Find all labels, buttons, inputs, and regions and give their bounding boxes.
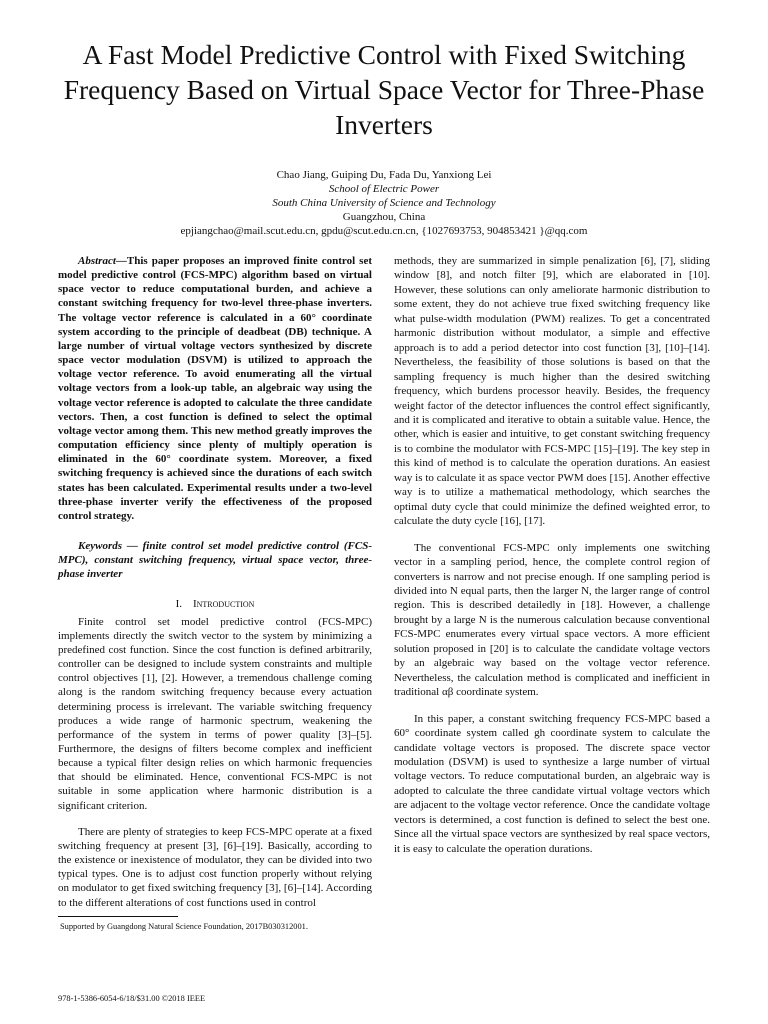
intro-paragraph-2: There are plenty of strategies to keep FCS-MPC operate at a fixed switching frequency at present [3], [6]–[19]. Basically, according to the existence or inexistence of modulator, they can be divided into two typical types. One is to adjust cost function properly without relying on modulator to get fixed switching frequency [3], [6]–[14]. According to the different alterations of cost functions used in control [58,825,372,909]
intro-paragraph-5: In this paper, a constant switching frequency FCS-MPC based a 60° coordinate system called gh coordinate system to calculate the candidate voltage vectors is proposed. The discrete space vector modulation (DSVM) is used to synthesize a large number of virtual voltage vectors. To reduce computational burden, an algebraic way is adopted to calculate the three candidate virtual voltage vectors which are adjacent to the voltage vector reference. Once the candidate voltage vectors is determined, a cost function is defined to select the best one. Since all the virtual space vectors are synthesized by real space vectors, it is easy to calculate the operation durations. [394,712,710,855]
section-title: Introduction [192,598,255,611]
affiliation-city: Guangzhou, China [342,211,426,223]
right-column [394,254,710,856]
section-heading [58,597,372,611]
affiliation-department: School of Electric Power [328,183,440,195]
intro-paragraph-3: methods, they are summarized in simple penalization [6], [7], sliding window [8], and notch filter [9], which are elaborated in [10]. However, these solutions can only ameliorate harmonic distribution to some extent, they do not achieve true fixed switching frequency like what pulse-width modulation (PWM) realizes. To get a concentrated harmonic distribution without modulator, a simple and effective approach is to add a period detector into cost function [3], [10]–[14]. Nevertheless, the feasibility of those solutions is based on that the sampling frequency is much higher than the desired switching frequency, which burdens processor heavily. Besides, the frequency weight factor of the detector influences the control effect significantly, and it is complicated and iterative to obtain a suitable value. Hence, the other, which is easier and intuitive, to get constant switching frequency is to combine the modulator with FCS-MPC [15]–[19]. The key step in this kind of method is to calculate the operation durations. An easiest way is to calculate it as space vector PWM does [15]. Another effective way is to utilize a mathematical methodology, which searches the optimal duty cycle that could minimize the defined weighted error, to calculate the duty cycle [16], [17]. [394,255,710,528]
left-column [58,254,372,910]
paper-title: A Fast Model Predictive Control with Fixed Switching Frequency Based on Virtual Space Vector for Three-Phase Inverters [63,39,705,140]
abstract [58,254,372,523]
keywords: Keywords — finite control set model predictive control (FCS-MPC), constant switching frequency, virtual space vector, three-phase inverter [58,539,372,581]
funding-footnote: Supported by Guangdong Natural Science Foundation, 2017B030312001. [60,922,308,931]
intro-paragraph-4: The conventional FCS-MPC only implements one switching vector in a sampling period, hence, the complete control region of converters is narrow and not precise enough. If one sampling period is divided into N equal parts, then the larger N, the larger range of control region. This is described detailedly in [18]. However, a challenge brought by a large N is the numerous calculation because conventional FCS-MPC enumerates every virtual space vectors. A more efficient solution proposed in [20] is to calculate the candidate voltage vectors by an algebraic way based on the voltage vector reference. Nevertheless, the calculation method is complicated and inefficient in traditional αβ coordinate system. [394,541,710,699]
section-number: I. [175,598,182,611]
author-names: Chao Jiang, Guiping Du, Fada Du, Yanxiong Lei [276,169,492,181]
footnote-rule [58,916,178,917]
abstract-label: Abstract— [78,255,127,267]
author-emails: epjiangchao@mail.scut.edu.cn, gpdu@scut.edu.cn.cn, {1027693753, 904853421 }@qq.com [180,225,588,237]
copyright-line: 978-1-5386-6054-6/18/$31.00 ©2018 IEEE [58,994,206,1003]
author-block [84,168,684,238]
affiliation-university: South China University of Science and Technology [272,197,496,209]
abstract-text: This paper proposes an improved finite control set model predictive control (FCS-MPC) algorithm based on virtual space vector to reduce computational burden, and achieve a constant switching frequency for two-level three-phase inverters. The voltage vector reference is calculated in a 60° coordinate system according to the principle of deadbeat (DB) technique. A large number of virtual voltage vectors synthesized by discrete space vector modulation (DSVM) is utilized to approach the voltage vector reference. To avoid enumerating all the virtual voltage vectors from a look-up table, an algebraic way using the voltage vector reference is adopted to calculate the three candidate vectors. Then, a cost function is defined to select the optimal voltage vector among them. This new method greatly improves the computation efficiency since plenty of multiply operation is eliminated in the 60° coordinate system. Moreover, a fixed switching frequency is achieved since the durations of each switch states has been calculated. Experimental results under a two-level three-phase inverter verify the effectiveness of the proposed control strategy. [58,255,372,522]
intro-paragraph-1: Finite control set model predictive control (FCS-MPC) implements directly the switch vector to the system by minimizing a predefined cost function. Since the cost function is defined arbitrarily, controller can be designed to include system constraints and multiple control objectives [1], [2]. However, a tremendous challenge coming along is the random switching frequency because every actuation determining process is irrelevant. The variable switching frequency produces a wide range of harmonic spectrum, weakening the performance of the system in terms of power quality [3]–[5]. Furthermore, the designs of filters become complex and inefficient because a typical filter design relies on which harmonic frequencies that should be eliminated. Hence, conventional FCS-MPC is not suitable in some application where harmonic distribution is a significant criterion. [58,615,372,812]
